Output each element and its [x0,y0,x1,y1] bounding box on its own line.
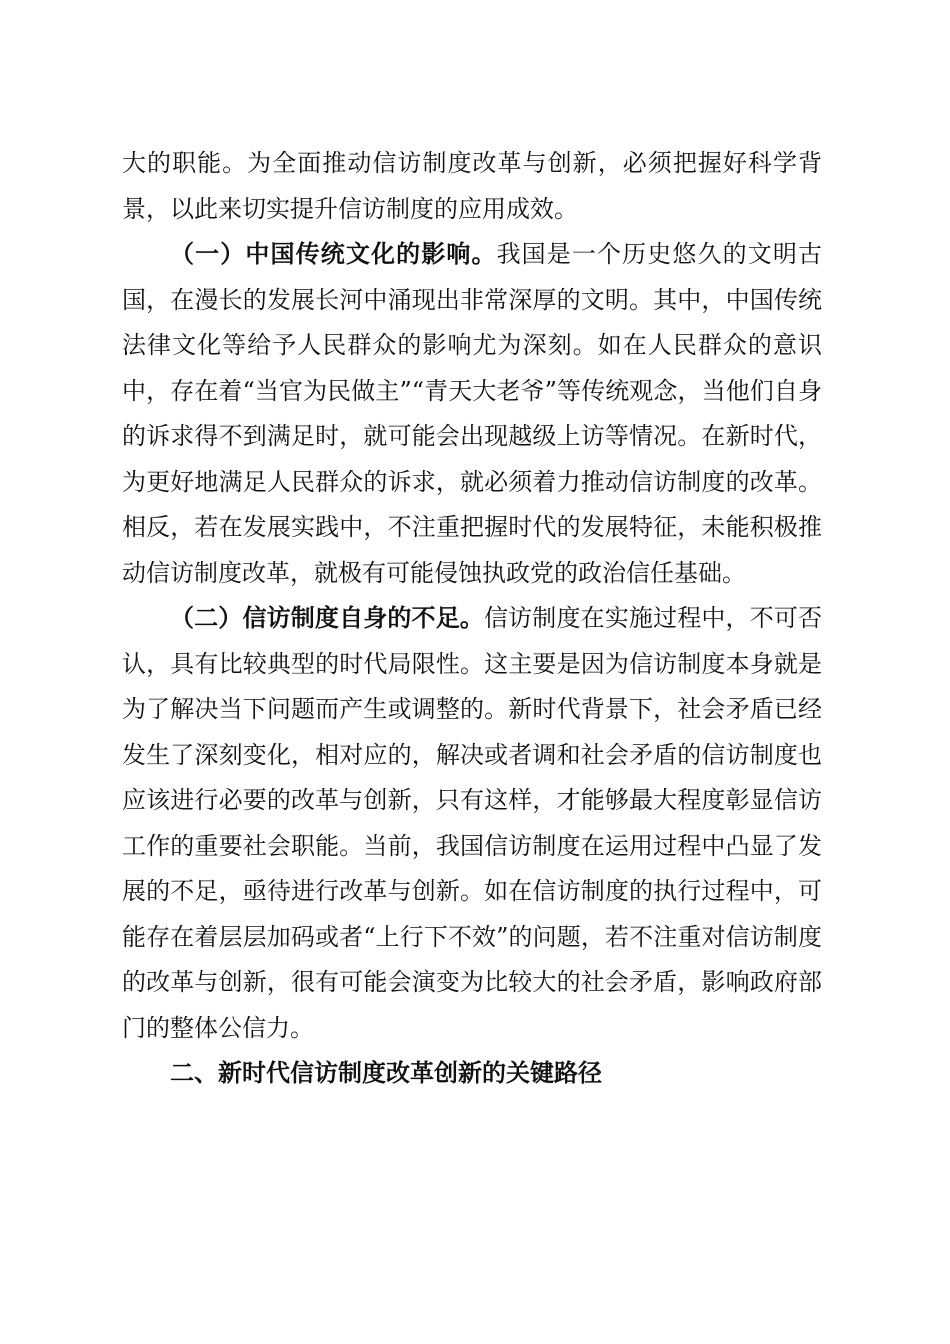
section-2-title: （二）信访制度自身的不足。 [170,604,484,632]
document-body [122,141,822,1097]
paragraph-section-2 [122,596,822,1051]
chapter-heading-2: 二、新时代信访制度改革创新的关键路径 [170,1059,602,1087]
section-2-body: 信访制度在实施过程中，不可否认，具有比较典型的时代局限性。这主要是因为信访制度本身就是为了解决当下问题而产生或调整的。新时代背景下，社会矛盾已经发生了深刻变化，相对应的，解决或者调和社会矛盾的信访制度也应该进行必要的改革与创新，只有这样，才能够最大程度彰显信访工作的重要社会职能。当前，我国信访制度在运用过程中凸显了发展的不足，亟待进行改革与创新。如在信访制度的执行过程中，可能存在着层层加码或者“上行下不效”的问题，若不注重对信访制度的改革与创新，很有可能会演变为比较大的社会矛盾，影响政府部门的整体公信力。 [122,604,822,1042]
paragraph-intro: 大的职能。为全面推动信访制度改革与创新，必须把握好科学背景，以此来切实提升信访制度的应用成效。 [122,149,822,223]
paragraph-section-1 [122,232,822,596]
section-1-title: （一）中国传统文化的影响。 [170,240,497,268]
section-1-body: 我国是一个历史悠久的文明古国，在漫长的发展长河中涌现出非常深厚的文明。其中，中国传统法律文化等给予人民群众的影响尤为深刻。如在人民群众的意识中，存在着“当官为民做主”“青天大老爷”等传统观念，当他们自身的诉求得不到满足时，就可能会出现越级上访等情况。在新时代，为更好地满足人民群众的诉求，就必须着力推动信访制度的改革。相反，若在发展实践中，不注重把握时代的发展特征，未能积极推动信访制度改革，就极有可能侵蚀执政党的政治信任基础。 [122,240,823,587]
